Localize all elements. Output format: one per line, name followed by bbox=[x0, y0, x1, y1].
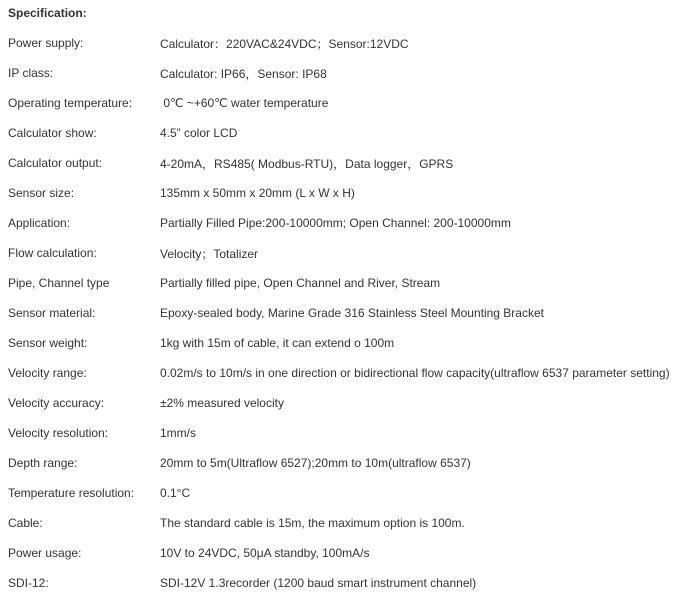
spec-row-power-usage bbox=[8, 538, 672, 568]
spec-label: Velocity range: bbox=[8, 366, 87, 380]
spec-value: Calculator：220VAC&24VDC；Sensor:12VDC bbox=[160, 36, 409, 51]
spec-value: Partially filled pipe, Open Channel and River, Stream bbox=[160, 276, 441, 290]
spec-label: Calculator output: bbox=[8, 156, 103, 170]
spec-value: Epoxy-sealed body, Marine Grade 316 Stainless Steel Mounting Bracket bbox=[160, 306, 544, 320]
spec-label: Sensor size: bbox=[8, 186, 75, 200]
spec-row-velocity-range bbox=[8, 358, 672, 388]
spec-value: 135mm x 50mm x 20mm (L x W x H) bbox=[160, 186, 355, 200]
spec-label: IP class: bbox=[8, 66, 54, 80]
spec-value: 1kg with 15m of cable, it can extend o 100m bbox=[160, 336, 395, 350]
spec-label: Operating temperature: bbox=[8, 96, 133, 110]
spec-row-power-supply bbox=[8, 28, 672, 58]
specification-table bbox=[8, 28, 672, 598]
spec-label: Power supply: bbox=[8, 36, 84, 50]
spec-value: 10V to 24VDC, 50μA standby, 100mA/s bbox=[160, 546, 370, 560]
spec-value: 0.1°C bbox=[160, 486, 191, 500]
spec-row-temperature-resolution bbox=[8, 478, 672, 508]
spec-row-flow-calculation bbox=[8, 238, 672, 268]
spec-label: Flow calculation: bbox=[8, 246, 97, 260]
spec-row-sensor-material bbox=[8, 298, 672, 328]
page-title: Specification: bbox=[8, 6, 87, 20]
spec-row-calculator-show bbox=[8, 118, 672, 148]
spec-row-velocity-accuracy bbox=[8, 388, 672, 418]
spec-label: SDI-12: bbox=[8, 576, 49, 590]
spec-value: 4.5” color LCD bbox=[160, 126, 238, 140]
spec-row-sensor-size bbox=[8, 178, 672, 208]
spec-label: Velocity resolution: bbox=[8, 426, 109, 440]
spec-value: Partially Filled Pipe:200-10000mm; Open Channel: 200-10000mm bbox=[160, 216, 511, 230]
spec-value: SDI-12V 1.3recorder (1200 baud smart instrument channel) bbox=[160, 576, 477, 590]
spec-label: Pipe, Channel type bbox=[8, 276, 110, 290]
spec-value: 0℃ ~+60℃ water temperature bbox=[160, 96, 329, 110]
spec-row-sdi-12 bbox=[8, 568, 672, 598]
spec-value: The standard cable is 15m, the maximum option is 100m. bbox=[160, 516, 465, 530]
spec-value: Calculator: IP66，Sensor: IP68 bbox=[160, 66, 327, 81]
spec-label: Power usage: bbox=[8, 546, 82, 560]
spec-label: Cable: bbox=[8, 516, 43, 530]
spec-label: Sensor weight: bbox=[8, 336, 88, 350]
spec-row-ip-class bbox=[8, 58, 672, 88]
spec-label: Sensor material: bbox=[8, 306, 96, 320]
spec-value: ±2% measured velocity bbox=[160, 396, 284, 410]
spec-row-calculator-output bbox=[8, 148, 672, 178]
spec-label: Velocity accuracy: bbox=[8, 396, 105, 410]
spec-row-velocity-resolution bbox=[8, 418, 672, 448]
spec-label: Temperature resolution: bbox=[8, 486, 135, 500]
spec-row-pipe-channel-type bbox=[8, 268, 672, 298]
spec-row-operating-temperature bbox=[8, 88, 672, 118]
spec-value: 4-20mA，RS485( Modbus-RTU)，Data logger，GPRS bbox=[160, 156, 454, 171]
spec-row-cable bbox=[8, 508, 672, 538]
spec-value: 1mm/s bbox=[160, 426, 196, 440]
spec-value: 20mm to 5m(Ultraflow 6527);20mm to 10m(ultraflow 6537) bbox=[160, 456, 471, 470]
spec-label: Depth range: bbox=[8, 456, 78, 470]
spec-row-application bbox=[8, 208, 672, 238]
spec-row-depth-range bbox=[8, 448, 672, 478]
spec-label: Application: bbox=[8, 216, 71, 230]
spec-value: Velocity；Totalizer bbox=[160, 246, 259, 261]
spec-label: Calculator show: bbox=[8, 126, 97, 140]
spec-value: 0.02m/s to 10m/s in one direction or bidirectional flow capacity(ultraflow 6537 parameter setting) bbox=[160, 366, 670, 380]
spec-row-sensor-weight bbox=[8, 328, 672, 358]
